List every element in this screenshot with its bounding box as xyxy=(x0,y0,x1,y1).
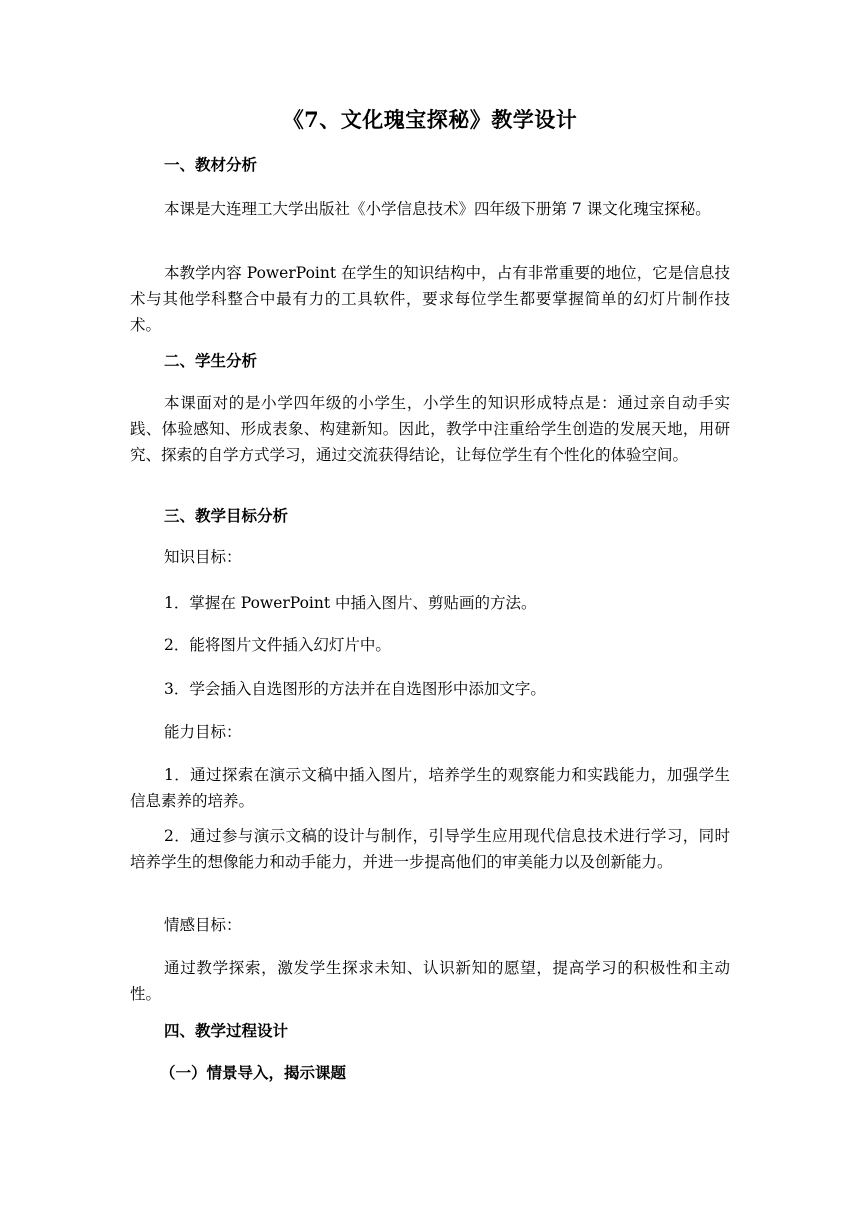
section-heading-students: 二、学生分析 xyxy=(164,351,258,370)
paragraph-student-analysis: 本课面对的是小学四年级的小学生，小学生的知识形成特点是：通过亲自动手实践、体验感知、形成表象、构建新知。因此，教学中注重给学生创造的发展天地，用研究、探索的自学方式学习，通过交流获得结论，让每位学生有个性化的体验空间。 xyxy=(130,394,730,464)
list-item-ability-1: 1．通过探索在演示文稿中插入图片，培养学生的观察能力和实践能力，加强学生信息素养的培养。 xyxy=(130,766,730,810)
label-knowledge-goals: 知识目标： xyxy=(164,548,242,566)
document-title: 《7、文化瑰宝探秘》教学设计 xyxy=(282,107,578,132)
label-emotion-goals: 情感目标： xyxy=(164,916,242,934)
section-heading-materials: 一、教材分析 xyxy=(164,155,258,174)
label-ability-goals: 能力目标： xyxy=(164,723,242,741)
list-item-knowledge-1: 1．掌握在 PowerPoint 中插入图片、剪贴画的方法。 xyxy=(164,594,537,612)
section-heading-objectives: 三、教学目标分析 xyxy=(164,506,289,525)
list-item-ability-2: 2．通过参与演示文稿的设计与制作，引导学生应用现代信息技术进行学习，同时培养学生的想像能力和动手能力，并进一步提高他们的审美能力以及创新能力。 xyxy=(130,827,730,871)
section-heading-process: 四、教学过程设计 xyxy=(164,1021,289,1040)
paragraph-emotion-goals: 通过教学探索，激发学生探求未知、认识新知的愿望，提高学习的积极性和主动性。 xyxy=(130,959,730,1003)
subheading-scenario-intro: （一）情景导入，揭示课题 xyxy=(160,1063,347,1082)
paragraph-content-importance: 本教学内容 PowerPoint 在学生的知识结构中，占有非常重要的地位，它是信息技术与其他学科整合中最有力的工具软件，要求每位学生都要掌握简单的幻灯片制作技术。 xyxy=(130,264,730,334)
paragraph-course-intro: 本课是大连理工大学出版社《小学信息技术》四年级下册第 7 课文化瑰宝探秘。 xyxy=(164,200,711,218)
list-item-knowledge-3: 3．学会插入自选图形的方法并在自选图形中添加文字。 xyxy=(164,680,546,698)
list-item-knowledge-2: 2．能将图片文件插入幻灯片中。 xyxy=(164,636,391,654)
